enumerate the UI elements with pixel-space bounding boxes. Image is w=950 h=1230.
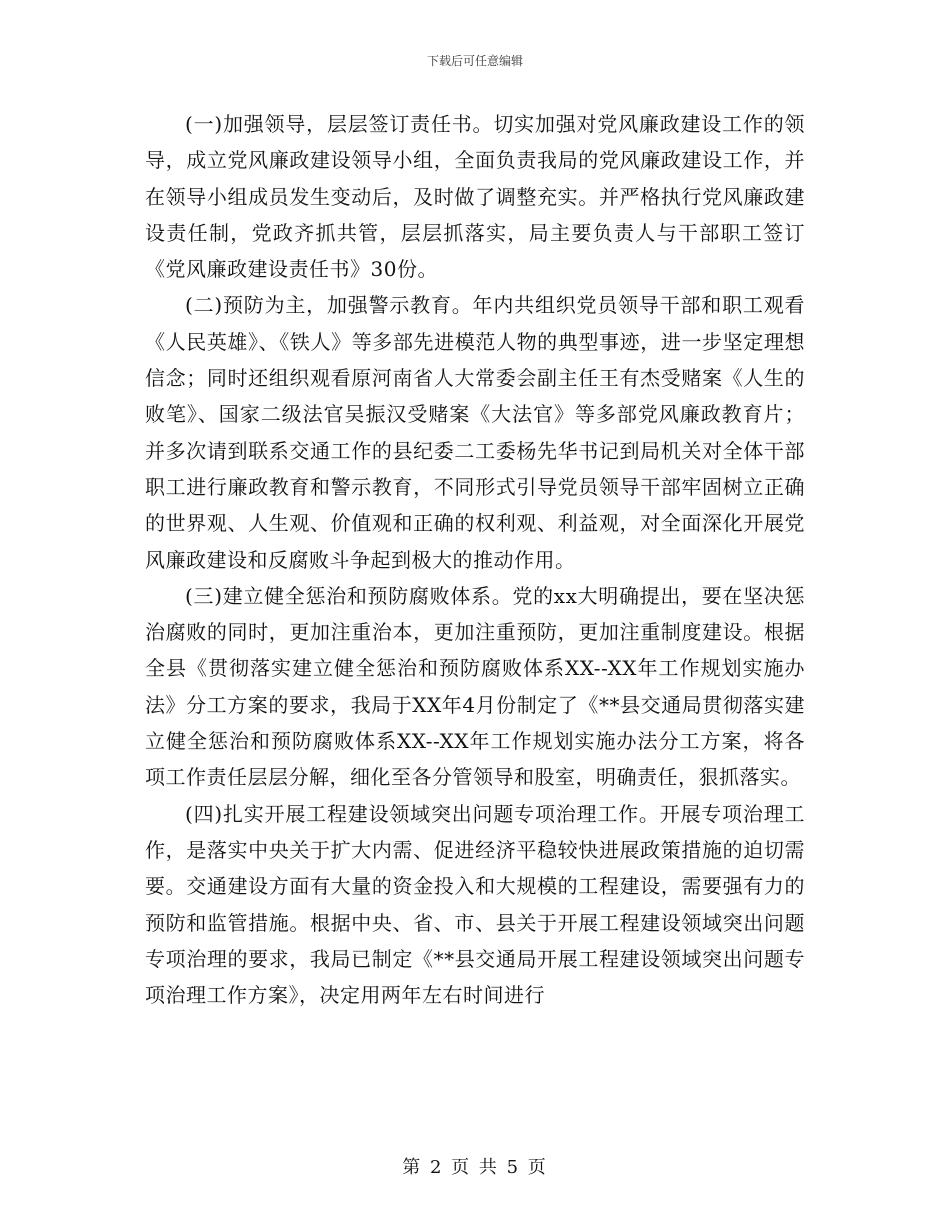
document-body [145,106,805,1013]
paragraph-2: (二)预防为主，加强警示教育。年内共组织党员领导干部和职工观看《人民英雄》、《铁人》等多部先进模范人物的典型事迹，进一步坚定理想信念；同时还组织观看原河南省人大常委会副主任王有杰受赌案《人生的败笔》、国家二级法官吴振汉受赌案《大法官》等多部党风廉政教育片；并多次请到联系交通工作的县纪委二工委杨先华书记到局机关对全体干部职工进行廉政教育和警示教育，不同形式引导党员领导干部牢固树立正确的世界观、人生观、价值观和正确的权利观、利益观，对全面深化开展党风廉政建设和反腐败斗争起到极大的推动作用。 [145,293,805,572]
page-header: 下载后可任意编辑 [426,54,523,68]
page-number-footer: 第 2 页 共 5 页 [402,1157,548,1178]
paragraph-1: (一)加强领导，层层签订责任书。切实加强对党风廉政建设工作的领导，成立党风廉政建设领导小组，全面负责我局的党风廉政建设工作，并在领导小组成员发生变动后，及时做了调整充实。并严格执行党风廉政建设责任制，党政齐抓共管，层层抓落实，局主要负责人与干部职工签订《党风廉政建设责任书》30份。 [145,112,805,282]
paragraph-3: (三)建立健全惩治和预防腐败体系。党的xx大明确提出，要在坚决惩治腐败的同时，更加注重治本，更加注重预防，更加注重制度建设。根据全县《贯彻落实建立健全惩治和预防腐败体系XX--XX年工作规划实施办法》分工方案的要求，我局于XX年4月份制定了《**县交通局贯彻落实建立健全惩治和预防腐败体系XX--XX年工作规划实施办法分工方案，将各项工作责任层层分解，细化至各分管领导和股室，明确责任，狠抓落实。 [145,583,805,790]
paragraph-4: (四)扎实开展工程建设领域突出问题专项治理工作。开展专项治理工作，是落实中央关于扩大内需、促进经济平稳较快进展政策措施的迫切需要。交通建设方面有大量的资金投入和大规模的工程建设，需要强有力的预防和监管措施。根据中央、省、市、县关于开展工程建设领域突出问题专项治理的要求，我局已制定《**县交通局开展工程建设领域突出问题专项治理工作方案》，决定用两年左右时间进行 [145,801,805,1008]
